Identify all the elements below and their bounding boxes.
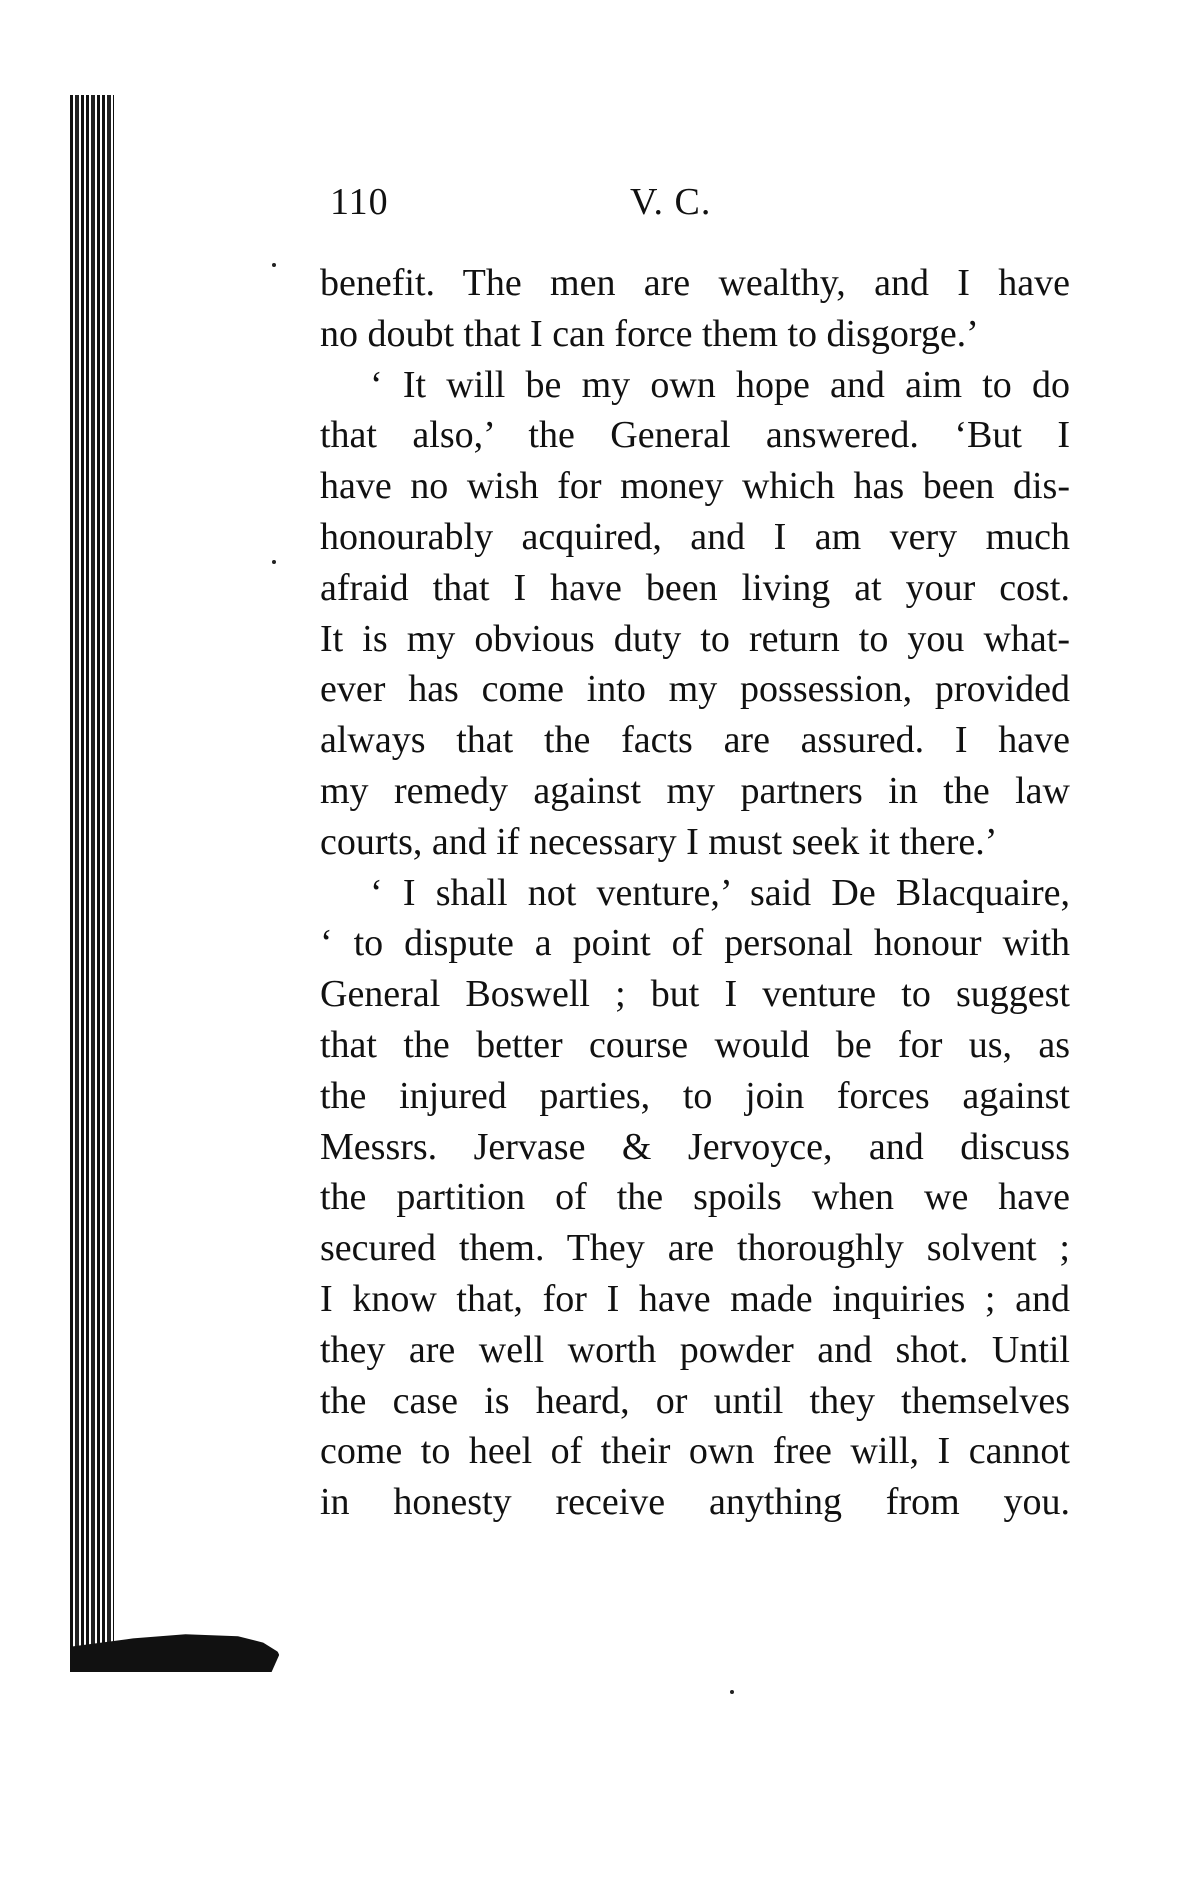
binding-shadow bbox=[70, 95, 114, 1665]
text-line: secured them. They are thoroughly solvent ; bbox=[320, 1227, 1070, 1270]
text-line: they are well worth powder and shot. Until bbox=[320, 1328, 1070, 1371]
text-line: courts, and if necessary I must seek it there.’ bbox=[320, 820, 998, 863]
text-line: benefit. The men are wealthy, and I have bbox=[320, 262, 1070, 304]
text-line: always that the facts are assured. I have bbox=[320, 719, 1070, 762]
page-number: 110 bbox=[330, 181, 389, 223]
text-line: ‘ I shall not venture,’ said De Blacquaire, bbox=[370, 871, 1070, 914]
text-line: ‘ to dispute a point of personal honour with bbox=[320, 922, 1070, 965]
text-line: General Boswell ; but I venture to suggest bbox=[320, 973, 1070, 1016]
text-line: have no wish for money which has been dis- bbox=[320, 465, 1070, 508]
ink-speck bbox=[272, 560, 276, 564]
text-line: I know that, for I have made inquiries ; and bbox=[320, 1277, 1070, 1320]
ink-speck bbox=[730, 1690, 734, 1694]
text-line: come to heel of their own free will, I cannot bbox=[320, 1430, 1070, 1473]
text-line: the partition of the spoils when we have bbox=[320, 1176, 1070, 1219]
text-line: in honesty receive anything from you. bbox=[320, 1481, 1070, 1524]
running-head: V. C. bbox=[630, 181, 712, 223]
text-line: that the better course would be for us, as bbox=[320, 1023, 1070, 1066]
text-line: my remedy against my partners in the law bbox=[320, 769, 1070, 812]
text-line: afraid that I have been living at your cost. bbox=[320, 566, 1070, 609]
text-line: honourably acquired, and I am very much bbox=[320, 515, 1070, 558]
text-line: no doubt that I can force them to disgorge.’ bbox=[320, 312, 979, 355]
text-line: the case is heard, or until they themselves bbox=[320, 1379, 1070, 1422]
ink-speck bbox=[272, 263, 276, 267]
page-header bbox=[330, 180, 1070, 240]
text-line: It is my obvious duty to return to you what- bbox=[320, 617, 1070, 660]
text-line: that also,’ the General answered. ‘But I bbox=[320, 414, 1070, 457]
text-line: Messrs. Jervase & Jervoyce, and discuss bbox=[320, 1125, 1070, 1168]
text-line: ‘ It will be my own hope and aim to do bbox=[370, 363, 1070, 406]
body-text bbox=[320, 258, 1070, 1528]
text-line: the injured parties, to join forces against bbox=[320, 1074, 1070, 1117]
text-line: ever has come into my possession, provided bbox=[320, 668, 1070, 711]
